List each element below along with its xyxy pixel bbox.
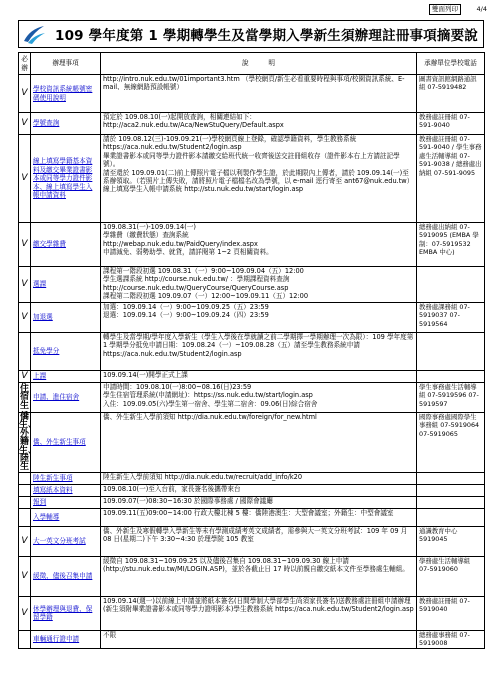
registration-table	[18, 52, 485, 649]
item-cell	[31, 484, 101, 496]
description-line: 請至還於 109.09.01(二)前上傳照片電子檔以利製作學生證，於此期限內上傳者，請於 109.09.14(一)至系辦領取。（若照片上傳失敗，請將照片電子檔檔名改為學號，以 e-mail 逕行寄至 ant67@nuk.edu.tw）	[103, 168, 414, 186]
description-cell	[101, 383, 417, 413]
required-mark	[19, 484, 31, 496]
table-row	[19, 135, 485, 223]
item-cell	[31, 556, 101, 596]
description-line: 109.09.07(一)08:30~16:30 於國際事務處 / 國際會議廳	[103, 496, 273, 505]
table-row	[19, 113, 485, 135]
item-cell	[31, 526, 101, 556]
table-row	[19, 371, 485, 383]
description-cell	[101, 75, 417, 113]
item-cell	[31, 303, 101, 333]
contact-cell: 教務處註冊組 07-591-9040 / 學生事務處生活輔導組 07-591-9038 / 總務處出納組 07-591-9095	[417, 135, 485, 223]
table-row	[19, 267, 485, 303]
item-link[interactable]: 大一英文分班考試	[33, 537, 86, 546]
contact-cell: 通識教育中心 5919045	[417, 526, 485, 556]
table-row	[19, 526, 485, 556]
description-cell	[101, 508, 417, 526]
item-link[interactable]: 填寫紙本資料	[33, 486, 73, 495]
description-cell	[101, 113, 417, 135]
description-line: 學雜費（繳費狀態）查詢系統	[103, 231, 189, 240]
description-cell	[101, 333, 417, 371]
contact-cell: 圖書資訊館網路通訊組 07-5919482	[417, 75, 485, 113]
item-cell	[31, 135, 101, 223]
required-mark: V	[19, 135, 31, 223]
description-line: 畢業證書影本或同等學力證件影本請繳交給班代統一收齊後送交註冊組收存（證件影本右上方請註記學號）。	[103, 151, 400, 169]
description-line[interactable]: 請於 109.08.12(三)-109.09.21(一)學校網頁線上登錄，確認學籍資料，學生教務系統 https://aca.nuk.edu.tw/Student2/login.asp	[103, 135, 357, 152]
header-contact: 承辦單位學校電話	[417, 53, 485, 75]
required-mark: 住宿生	[19, 383, 29, 411]
description-line[interactable]: 學生住宿管理系統(申請網址)：https://ss.nuk.edu.tw/start/login.asp	[103, 391, 313, 400]
item-link[interactable]: 車輛通行證申請	[33, 635, 80, 644]
item-cell	[31, 472, 101, 484]
item-link[interactable]: 選課	[33, 280, 47, 289]
description-cell	[101, 484, 417, 496]
header-required: 必辦	[19, 53, 31, 75]
description-cell	[101, 371, 417, 383]
item-cell	[31, 630, 101, 648]
description-cell	[101, 223, 417, 267]
item-link[interactable]: 學號查詢	[33, 119, 60, 128]
description-cell	[101, 526, 417, 556]
university-logo-icon	[22, 23, 46, 45]
description-cell	[101, 135, 417, 223]
required-mark	[19, 472, 31, 484]
contact-cell	[417, 371, 485, 383]
description-line: 加選：109.09.14（一）9:00~109.09.25（五）23:59	[103, 303, 269, 311]
description-cell	[101, 267, 417, 303]
item-cell	[31, 371, 101, 383]
item-link[interactable]: 緩徵、儘後召集申請	[33, 572, 93, 581]
description-line: 申請減免、弱勢助學、就貸，請詳閱第 1~2 頁相關資料。	[103, 248, 273, 257]
contact-cell	[417, 508, 485, 526]
contact-cell	[417, 484, 485, 496]
item-cell	[31, 75, 101, 113]
description-line[interactable]: http://intro.nuk.edu.tw/01important3.htm （學校網頁/新生必看重要時程與事項/校園資訊系統、E-mail、無線網路預設帳號）	[103, 75, 405, 92]
description-line: 不限	[103, 630, 117, 639]
required-mark	[19, 496, 31, 508]
item-link[interactable]: 休學辦理與退費、保留學籍	[33, 604, 93, 622]
document-header	[18, 20, 484, 48]
table-row	[19, 333, 485, 371]
description-line: 109.08.10(一)至入台前，家長簽名後攜帶來台	[103, 484, 241, 493]
description-line: 109.08.31(一)-109.09.14(一)	[103, 223, 196, 231]
required-mark: V	[19, 556, 31, 596]
required-mark: V	[19, 75, 31, 113]
table-row	[19, 596, 485, 630]
contact-cell: 教務處註冊組 07-5919040	[417, 596, 485, 630]
required-mark	[19, 508, 31, 526]
item-link[interactable]: 繳交學雜費	[33, 240, 66, 249]
description-line: 課程第一階段初選 109.08.31（一）9:00~109.09.04（五）12:00	[103, 267, 304, 275]
description-line: 申請時間：109.08.10(一)8:00~08.16(日)23:59	[103, 383, 252, 391]
description-line[interactable]: 線上填寫學生入帳申請系統 http://stu.nuk.edu.tw/start/login.asp	[103, 185, 304, 194]
header-desc: 說 明	[101, 53, 417, 75]
top-bar	[0, 4, 495, 16]
item-cell	[31, 333, 101, 371]
description-line[interactable]: http://aca2.nuk.edu.tw/Aca/NewStuQuery/Default.aspx	[103, 121, 284, 130]
description-cell	[101, 472, 417, 484]
required-mark: V	[19, 113, 31, 135]
contact-cell	[417, 333, 485, 371]
description-line[interactable]: https://aca.nuk.edu.tw/Student2/login.asp	[103, 349, 242, 358]
required-mark	[19, 333, 31, 371]
item-link[interactable]: 加退選	[33, 313, 53, 322]
item-cell	[31, 113, 101, 135]
description-line: 109.09.14(一)開學正式上課	[103, 371, 188, 379]
table-row	[19, 75, 485, 113]
required-mark: V	[19, 267, 31, 303]
contact-cell: 國際事務處國際學生事務組 07-5919064 07-5919065	[417, 413, 485, 473]
description-cell	[101, 556, 417, 596]
required-mark: 僑生、外籍生、陸生	[19, 412, 38, 473]
contact-cell: 總務處事務組 07-5919008	[417, 630, 485, 648]
contact-cell: 學務處生活輔導組 07-5919060	[417, 556, 485, 596]
description-line[interactable]: 109.09.14(週一)以前線上申請並將紙本簽名(日間學制大學部學生尚須家長簽名)送教務處註冊組申請辦理(新生須附畢業證書影本或同等學力證明影本)學生教務系統 https://aca.nuk.edu.tw/Student2/login.asp	[103, 596, 414, 614]
item-link[interactable]: 入學輔導	[33, 513, 60, 522]
required-mark: V	[19, 526, 31, 556]
item-cell	[31, 596, 101, 630]
table-row	[19, 496, 485, 508]
table-row	[19, 556, 485, 596]
table-row	[19, 472, 485, 484]
description-line: 轉學生及當學期/學年度入學新生（學生入學後在學就讀之前二學期擇一學期辦理一次為限）：109 學年度第 1 學期學分抵免申請日期：109.08.24（一）~109.08.28（五）請至學生教務系統申請	[103, 333, 414, 350]
page-number: 4/4	[476, 5, 487, 13]
description-cell	[101, 596, 417, 630]
item-cell	[31, 413, 101, 473]
description-line: 僑、外新生及寒假轉學入學新生等未有學測成績考英文成績者，需參與大一英文分班考試：109 年 09 月 08 日(星期二)下午 3:30~4:30 於理學院 105 教室	[103, 526, 408, 544]
description-line[interactable]: 學生選課系統 http://course.nuk.edu.tw/ ：學期課程資料查詢 http://course.nuk.edu.tw/QueryCourse/QueryCourse.asp	[103, 275, 290, 292]
header-item: 辦理事項	[31, 53, 101, 75]
description-line[interactable]: 陸生新生入學前須知 http://dia.nuk.edu.tw/recruit/add_info/k20	[103, 472, 303, 481]
description-cell	[101, 413, 417, 473]
item-cell	[31, 223, 101, 267]
description-line[interactable]: 緩徵自 109.08.31~109.09.25 以及儘後召集自 109.08.31~109.09.30 線上申請 (http://stu.nuk.edu.tw/MI/LOGIN.ASP)，並於各截止日 17 時以前親自繳交紙本文件至學務處生輔組。	[103, 556, 409, 574]
contact-cell: 教務處課務組 07-5919037 07-5919564	[417, 303, 485, 333]
table-row	[19, 303, 485, 333]
contact-cell	[417, 472, 485, 484]
item-cell	[31, 508, 101, 526]
required-mark	[19, 630, 31, 648]
table-row	[19, 508, 485, 526]
item-link[interactable]: 報到	[33, 498, 47, 507]
item-link[interactable]: 學校資訊系統帳號密碼使用說明	[33, 85, 93, 102]
page-title: 109 學年度第 1 學期轉學生及當學期入學新生須辦理註冊事項摘要說	[55, 28, 478, 44]
required-mark: V	[19, 596, 31, 630]
table-row	[19, 383, 485, 413]
description-line[interactable]: 僑、外生新生入學前須知 http://dia.nuk.edu.tw/foreign/for_new.html	[103, 413, 317, 421]
contact-cell: 總務處出納組 07-5919095 (EMBA 學制：07-5919532 EMBA 中心)	[417, 223, 485, 267]
item-cell	[31, 496, 101, 508]
table-row	[19, 413, 485, 473]
description-cell	[101, 496, 417, 508]
description-line: 109.09.11(五)09:00~14:00 行政大樓北棟 5 樓：僑陸港澳生：大型會議室；外籍生：中型會議室	[103, 508, 394, 517]
item-link[interactable]: 申請、進住宿舍	[33, 393, 80, 402]
contact-cell	[417, 496, 485, 508]
item-link[interactable]: 上課	[33, 372, 47, 381]
description-cell	[101, 303, 417, 333]
table-row	[19, 223, 485, 267]
required-mark: V	[19, 303, 31, 333]
contact-cell	[417, 267, 485, 303]
table-row	[19, 630, 485, 648]
table-row	[19, 484, 485, 496]
required-mark: V	[19, 223, 31, 267]
contact-cell: 教務處註冊組 07-591-9040	[417, 113, 485, 135]
item-link[interactable]: 僑、外生新生事項	[33, 438, 86, 447]
description-line: 課程第二階段初選 109.09.07（一）12:00~109.09.11（五）12:00	[103, 292, 309, 301]
description-line: 入住：109.09.05(六)學生第一宿舍、學生第二宿舍：09.06(日)綜合宿舍	[103, 399, 318, 408]
description-line: 預定於 109.08.10(一)起開放查詢，相關連結如下：	[103, 113, 256, 121]
item-link[interactable]: 陸生新生事項	[33, 474, 73, 483]
duplex-print-button[interactable]: 雙面列印	[429, 4, 461, 15]
item-link[interactable]: 線上填寫學籍基本資料及繳交畢業證書影本或同等學力證件影本、線上填寫學生入帳申請資料	[33, 157, 93, 200]
description-line: 退選：109.09.14（一）9:00~109.09.24（四）23:59	[103, 311, 269, 320]
item-link[interactable]: 抵免學分	[33, 347, 60, 356]
item-cell	[31, 383, 101, 413]
description-cell	[101, 630, 417, 648]
contact-cell: 學生事務處生活輔導組 07-5919596 07-5919597	[417, 383, 485, 413]
description-line[interactable]: http://webap.nuk.edu.tw/PaidQuery/index.aspx	[103, 239, 258, 248]
item-cell	[31, 267, 101, 303]
required-mark: V	[19, 371, 31, 383]
